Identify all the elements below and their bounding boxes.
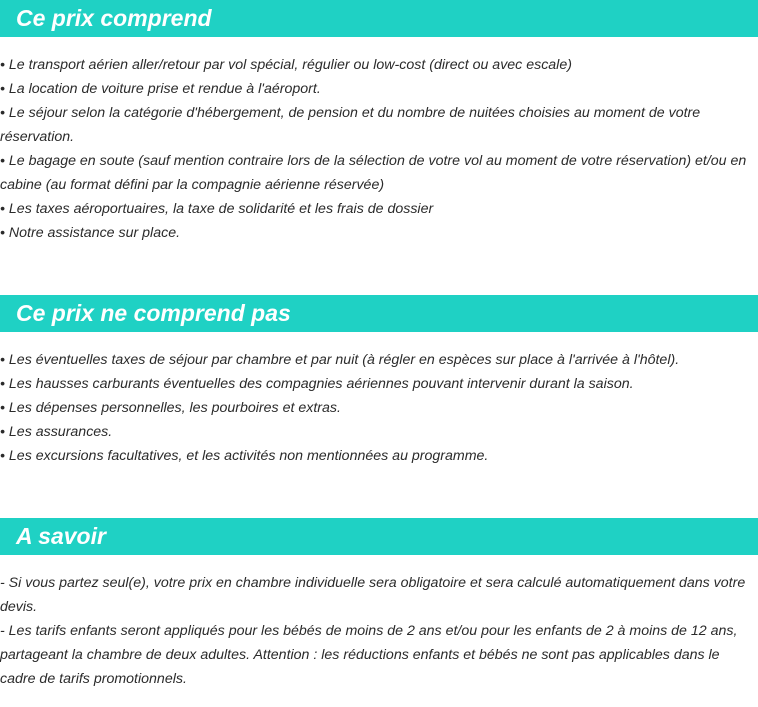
section-title-price-includes: Ce prix comprend [0,0,758,37]
section-title-good-to-know: A savoir [0,518,758,555]
list-price-excludes [0,348,758,468]
list-item: • La location de voiture prise et rendue à l'aéroport. [0,81,321,97]
list-item: • Les excursions facultatives, et les activités non mentionnées au programme. [0,448,489,464]
list-item: • Le transport aérien aller/retour par vol spécial, régulier ou low-cost (direct ou avec escale) [0,57,572,73]
list-item: • Les taxes aéroportuaires, la taxe de solidarité et les frais de dossier [0,201,434,217]
list-item: • Les dépenses personnelles, les pourboires et extras. [0,400,341,416]
list-item: - Les tarifs enfants seront appliqués pour les bébés de moins de 2 ans et/ou pour les enfants de 2 à moins de 12 ans, partageant la chambre de deux adultes. Attention : les réductions enfants et bébés ne sont pas applicables dans le cadre de tarifs promotionnels. [0,623,738,687]
list-item: - Si vous partez seul(e), votre prix en chambre individuelle sera obligatoire et sera calculé automatiquement dans votre devis. [0,575,746,615]
section-price-excludes [0,295,758,468]
section-good-to-know [0,518,758,691]
list-item: • Notre assistance sur place. [0,225,181,241]
list-item: • Le séjour selon la catégorie d'hébergement, de pension et du nombre de nuitées choisies au moment de votre réservation. [0,105,701,145]
list-item: • Le bagage en soute (sauf mention contraire lors de la sélection de votre vol au moment de votre réservation) et/ou en cabine (au format défini par la compagnie aérienne réservée) [0,153,747,193]
section-title-price-excludes: Ce prix ne comprend pas [0,295,758,332]
list-item: • Les éventuelles taxes de séjour par chambre et par nuit (à régler en espèces sur place à l'arrivée à l'hôtel). [0,352,680,368]
section-price-includes [0,0,758,245]
list-item: • Les hausses carburants éventuelles des compagnies aériennes pouvant intervenir durant la saison. [0,376,634,392]
list-good-to-know [0,571,758,691]
list-price-includes [0,53,758,245]
list-item: • Les assurances. [0,424,113,440]
